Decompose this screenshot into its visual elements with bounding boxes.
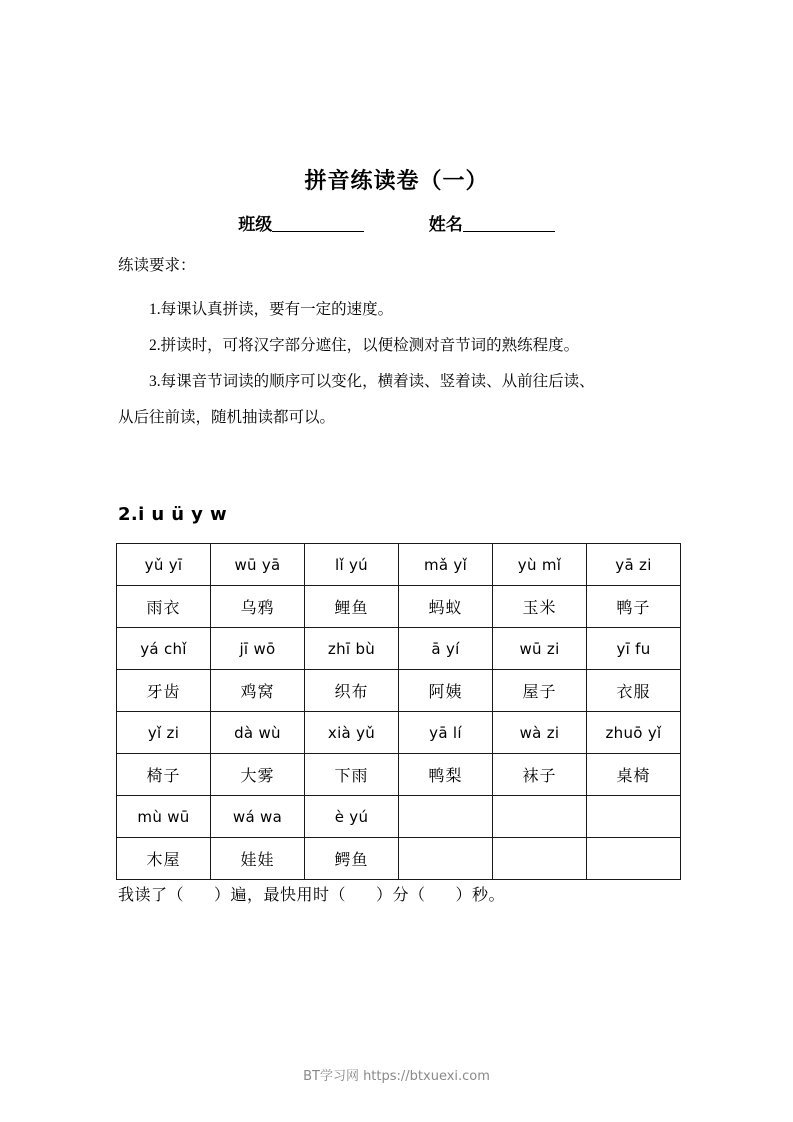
table-cell: 衣服	[587, 670, 681, 712]
table-cell-empty	[493, 796, 587, 838]
table-cell-empty	[399, 838, 493, 880]
requirements-heading: 练读要求：	[118, 257, 196, 274]
table-cell: 乌鸦	[211, 586, 305, 628]
requirement-item: 3.每课音节词读的顺序可以变化，横着读、竖着读、从前往后读、	[149, 373, 595, 390]
table-row	[117, 628, 681, 670]
table-row	[117, 754, 681, 796]
table-cell: yǐ zi	[117, 712, 211, 754]
table-cell: 袜子	[493, 754, 587, 796]
page-title: 拼音练读卷（一）	[304, 168, 489, 193]
requirements-list	[118, 292, 678, 436]
table-cell: 阿姨	[399, 670, 493, 712]
table-cell: yā zi	[587, 544, 681, 586]
table-cell: 木屋	[117, 838, 211, 880]
table-cell: dà wù	[211, 712, 305, 754]
table-cell: 蚂蚁	[399, 586, 493, 628]
table-cell: 鳄鱼	[305, 838, 399, 880]
tally-text-part4: ）秒。	[455, 887, 506, 904]
table-cell: 大雾	[211, 754, 305, 796]
requirement-item-continuation: 从后往前读，随机抽读都可以。	[118, 409, 336, 426]
table-cell: yā lí	[399, 712, 493, 754]
table-cell: jī wō	[211, 628, 305, 670]
student-id-line	[0, 210, 793, 235]
table-cell: yá chǐ	[117, 628, 211, 670]
table-cell: 牙齿	[117, 670, 211, 712]
table-cell: yù mǐ	[493, 544, 587, 586]
table-cell: 下雨	[305, 754, 399, 796]
table-cell: yī fu	[587, 628, 681, 670]
table-row	[117, 670, 681, 712]
table-cell: wá wa	[211, 796, 305, 838]
table-cell: wū yā	[211, 544, 305, 586]
table-cell-empty	[493, 838, 587, 880]
table-row	[117, 712, 681, 754]
table-cell: wà zi	[493, 712, 587, 754]
table-row	[117, 586, 681, 628]
table-cell: zhī bù	[305, 628, 399, 670]
section-heading: 2.i u ü y w	[118, 504, 227, 525]
table-cell: 玉米	[493, 586, 587, 628]
name-blank-line[interactable]	[463, 213, 555, 232]
table-cell: lǐ yú	[305, 544, 399, 586]
table-cell: yǔ yī	[117, 544, 211, 586]
table-cell: 织布	[305, 670, 399, 712]
table-cell: xià yǔ	[305, 712, 399, 754]
table-cell: mù wū	[117, 796, 211, 838]
tally-text-part3: ）分（	[376, 887, 426, 904]
table-cell: wū zi	[493, 628, 587, 670]
class-label: 班级	[238, 215, 273, 234]
class-field	[238, 210, 364, 235]
table-cell: 鲤鱼	[305, 586, 399, 628]
table-cell: zhuō yǐ	[587, 712, 681, 754]
pinyin-word-table	[116, 543, 681, 880]
table-row	[117, 838, 681, 880]
table-cell: è yú	[305, 796, 399, 838]
table-cell-empty	[587, 838, 681, 880]
table-cell: 鸭子	[587, 586, 681, 628]
table-cell: 椅子	[117, 754, 211, 796]
table-cell-empty	[587, 796, 681, 838]
table-cell: 鸭梨	[399, 754, 493, 796]
tally-text-part2: ）遍，最快用时（	[214, 887, 347, 904]
table-cell: ā yí	[399, 628, 493, 670]
table-cell: mǎ yǐ	[399, 544, 493, 586]
class-blank-line[interactable]	[272, 213, 364, 232]
site-watermark: BT学习网 https://btxuexi.com	[303, 1069, 490, 1084]
pinyin-word-table-body	[117, 544, 681, 880]
table-cell-empty	[399, 796, 493, 838]
requirement-item: 1.每课认真拼读，要有一定的速度。	[149, 301, 394, 318]
table-cell: 鸡窝	[211, 670, 305, 712]
requirement-item: 2.拼读时，可将汉字部分遮住，以便检测对音节词的熟练程度。	[149, 337, 580, 354]
name-label: 姓名	[428, 215, 463, 234]
table-cell: 屋子	[493, 670, 587, 712]
table-cell: 娃娃	[211, 838, 305, 880]
name-field	[429, 210, 555, 235]
table-cell: 桌椅	[587, 754, 681, 796]
tally-text-part1: 我读了（	[118, 887, 185, 904]
table-row	[117, 544, 681, 586]
reading-tally-line	[118, 882, 505, 905]
table-cell: 雨衣	[117, 586, 211, 628]
table-row	[117, 796, 681, 838]
